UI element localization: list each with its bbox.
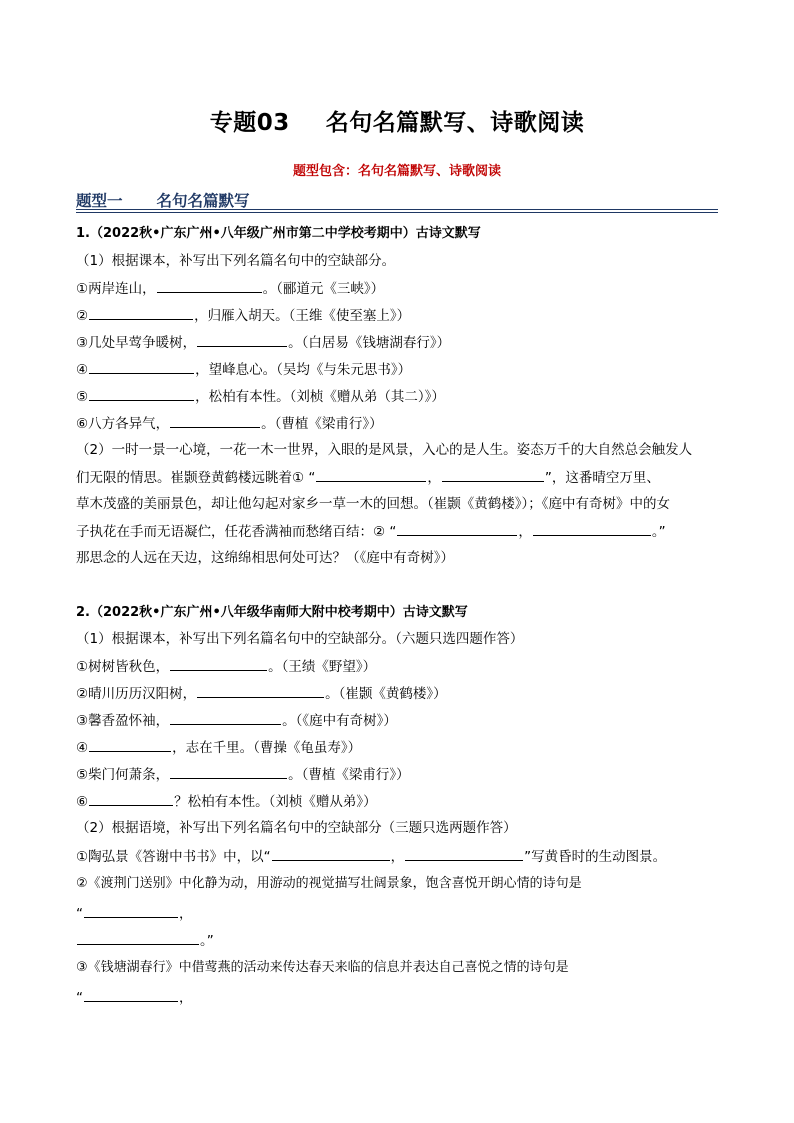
q1-part2-line-3: 草木茂盛的美丽景色，却让他勾起对家乡一草一木的回想。（崔颢《黄鹤楼》）；《庭中有奇树》中的女: [76, 496, 670, 512]
fill-blank[interactable]: [442, 467, 544, 482]
fill-blank[interactable]: [197, 683, 324, 698]
section-rule-thick: [76, 209, 718, 210]
q2-item-5: ⑤柴门何萧条， 。（曹植《梁甫行》）: [76, 764, 726, 785]
q2-item-1: ①树树皆秋色， 。（王绩《野望》）: [76, 656, 726, 677]
fill-blank[interactable]: [533, 521, 651, 536]
section-label: 题型一: [76, 192, 123, 210]
fill-blank[interactable]: [89, 359, 194, 374]
fill-blank[interactable]: [170, 710, 281, 725]
fill-blank[interactable]: [89, 386, 194, 401]
section-name: 名句名篇默写: [156, 192, 250, 210]
q1-item-3: ③几处早莺争暖树， 。（白居易《钱塘湖春行》）: [76, 332, 726, 353]
q2-part2-item-2-blank-2: 。”: [76, 930, 726, 951]
fill-blank[interactable]: [170, 656, 267, 671]
fill-blank[interactable]: [84, 903, 178, 918]
fill-blank[interactable]: [272, 846, 390, 861]
q2-part1-instruction: （1）根据课本，补写出下列名篇名句中的空缺部分。（六题只选四题作答）: [76, 631, 524, 647]
fill-blank[interactable]: [89, 737, 171, 752]
title-topic-name: 名句名篇默写、诗歌阅读: [325, 110, 585, 136]
fill-blank[interactable]: [397, 521, 517, 536]
q1-part2-line-5: 那思念的人远在天边，这绵绵相思何处可达？（《庭中有奇树》）: [76, 550, 454, 566]
page-title: [0, 104, 794, 137]
section-heading: [76, 189, 718, 211]
fill-blank[interactable]: [89, 791, 173, 806]
q1-item-4: ④ ，望峰息心。（吴均《与朱元思书》）: [76, 359, 726, 380]
q1-part2-line-2: 们无限的情思。崔颢登黄鹤楼远眺着① “ ， ”，这番晴空万里、: [76, 467, 726, 488]
q1-item-5: ⑤ ，松柏有本性。（刘桢《赠从弟（其二）》）: [76, 386, 726, 407]
q2-item-2: ②晴川历历汉阳树， 。（崔颢《黄鹤楼》）: [76, 683, 726, 704]
q1-part1-instruction: （1）根据课本，补写出下列名篇名句中的空缺部分。: [76, 253, 396, 269]
question-2-heading: 2.（2022秋•广东广州•八年级华南师大附中校考期中）古诗文默写: [76, 605, 468, 620]
q1-item-6: ⑥八方各异气， 。（曹植《梁甫行》）: [76, 413, 726, 434]
fill-blank[interactable]: [170, 764, 287, 779]
q1-part2-line-1: （2）一时一景一心境，一花一木一世界，入眼的是风景，入心的是人生。姿态万千的大自然总会触发人: [76, 442, 693, 458]
q1-item-2: ② ，归雁入胡天。（王维《使至塞上》）: [76, 305, 726, 326]
q2-part2-item-1: ①陶弘景《答谢中书书》中，以“ ， ”写黄昏时的生动图景。: [76, 846, 726, 867]
fill-blank[interactable]: [170, 413, 260, 428]
q2-part2-item-2-prompt: ②《渡荆门送别》中化静为动，用游动的视觉描写壮阔景象，饱含喜悦开朗心情的诗句是: [76, 876, 582, 891]
fill-blank[interactable]: [405, 846, 523, 861]
title-topic-number: 专题03: [209, 110, 290, 136]
question-1-heading: 1.（2022秋•广东广州•八年级广州市第二中学校考期中）古诗文默写: [76, 226, 481, 241]
fill-blank[interactable]: [197, 332, 287, 347]
section-rule-thin: [76, 212, 718, 213]
q2-part2-item-3-prompt: ③《钱塘湖春行》中借莺燕的活动来传达春天来临的信息并表达自己喜悦之情的诗句是: [76, 960, 569, 975]
fill-blank[interactable]: [84, 987, 178, 1002]
page-subtitle: 题型包含：名句名篇默写、诗歌阅读: [292, 164, 501, 179]
fill-blank[interactable]: [89, 305, 193, 320]
q1-part2-line-4: 子执花在手而无语凝伫，任花香满袖而愁绪百结：② “ ， 。”: [76, 521, 726, 542]
q2-item-4: ④ ，志在千里。（曹操《龟虽寿》）: [76, 737, 726, 758]
q2-part2-instruction: （2）根据语境，补写出下列名篇名句中的空缺部分（三题只选两题作答）: [76, 820, 517, 836]
q1-item-1: ①两岸连山， 。（郦道元《三峡》）: [76, 278, 726, 299]
fill-blank[interactable]: [77, 930, 199, 945]
q2-part2-item-3-blank-1: “ ，: [76, 987, 726, 1008]
q2-item-6: ⑥ ？松柏有本性。（刘桢《赠从弟》）: [76, 791, 726, 812]
q2-part2-item-2-blank-1: “ ，: [76, 903, 726, 924]
fill-blank[interactable]: [316, 467, 426, 482]
fill-blank[interactable]: [157, 278, 262, 293]
q2-item-3: ③馨香盈怀袖， 。（《庭中有奇树》）: [76, 710, 726, 731]
